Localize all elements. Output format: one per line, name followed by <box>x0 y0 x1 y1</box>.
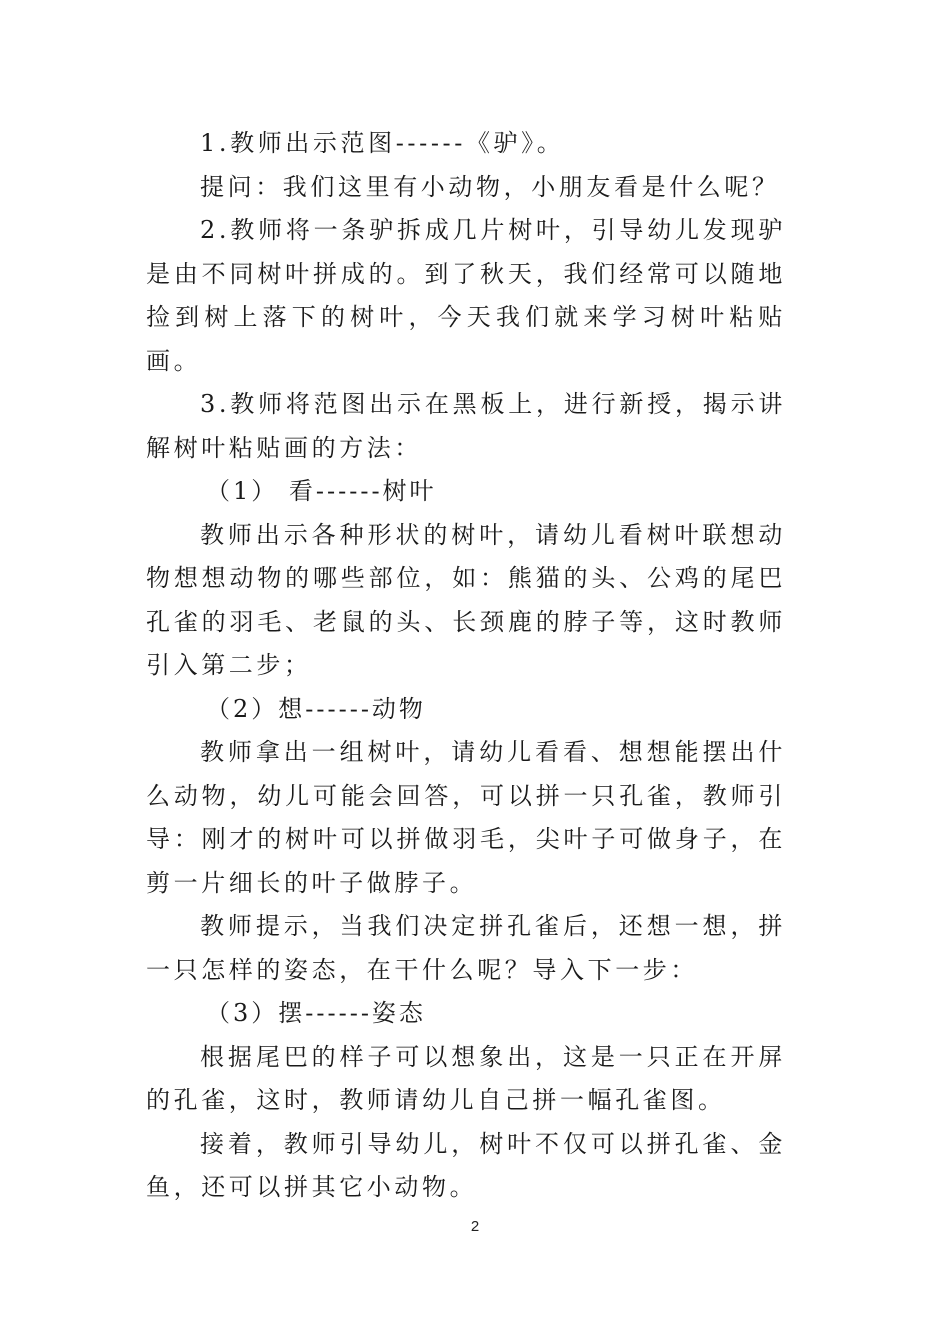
subheading-look-leaves: （1） 看------树叶 <box>206 477 437 505</box>
subheading-arrange-posture: （3）摆------姿态 <box>206 999 426 1027</box>
page-number: 2 <box>470 1218 480 1235</box>
paragraph-arrange-description: 根据尾巴的样子可以想象出，这是一只正在开屏的孔雀，这时，教师请幼儿自己拼一幅孔雀图。 <box>146 1042 786 1114</box>
paragraph-look-description: 教师出示各种形状的树叶，请幼儿看树叶联想动物想想动物的哪些部位，如：熊猫的头、公鸡的尾巴孔雀的羽毛、老鼠的头、长颈鹿的脖子等，这时教师引入第二步； <box>146 520 786 679</box>
paragraph-think-description: 教师拿出一组树叶，请幼儿看看、想想能摆出什么动物，幼儿可能会回答，可以拼一只孔雀，教师引导：刚才的树叶可以拼做羽毛，尖叶子可做身子，在剪一片细长的叶子做脖子。 <box>146 738 786 897</box>
document-body <box>146 122 786 1210</box>
paragraph-question: 提问：我们这里有小动物，小朋友看是什么呢？ <box>200 172 780 201</box>
paragraph-conclusion: 接着，教师引导幼儿，树叶不仅可以拼孔雀、金鱼，还可以拼其它小动物。 <box>146 1129 786 1201</box>
subheading-think-animals: （2）想------动物 <box>206 694 426 723</box>
paragraph-step-1-show-model: 1.教师出示范图------《驴》。 <box>200 129 565 157</box>
paragraph-step-3-method: 3.教师将范图出示在黑板上，进行新授，揭示讲解树叶粘贴画的方法： <box>146 390 786 462</box>
paragraph-teacher-hint: 教师提示，当我们决定拼孔雀后，还想一想，拼一只怎样的姿态，在干什么呢？导入下一步： <box>146 912 786 984</box>
paragraph-step-2-disassemble: 2.教师将一条驴拆成几片树叶，引导幼儿发现驴是由不同树叶拼成的。到了秋天，我们经常可以随地捡到树上落下的树叶，今天我们就来学习树叶粘贴画。 <box>146 216 786 375</box>
